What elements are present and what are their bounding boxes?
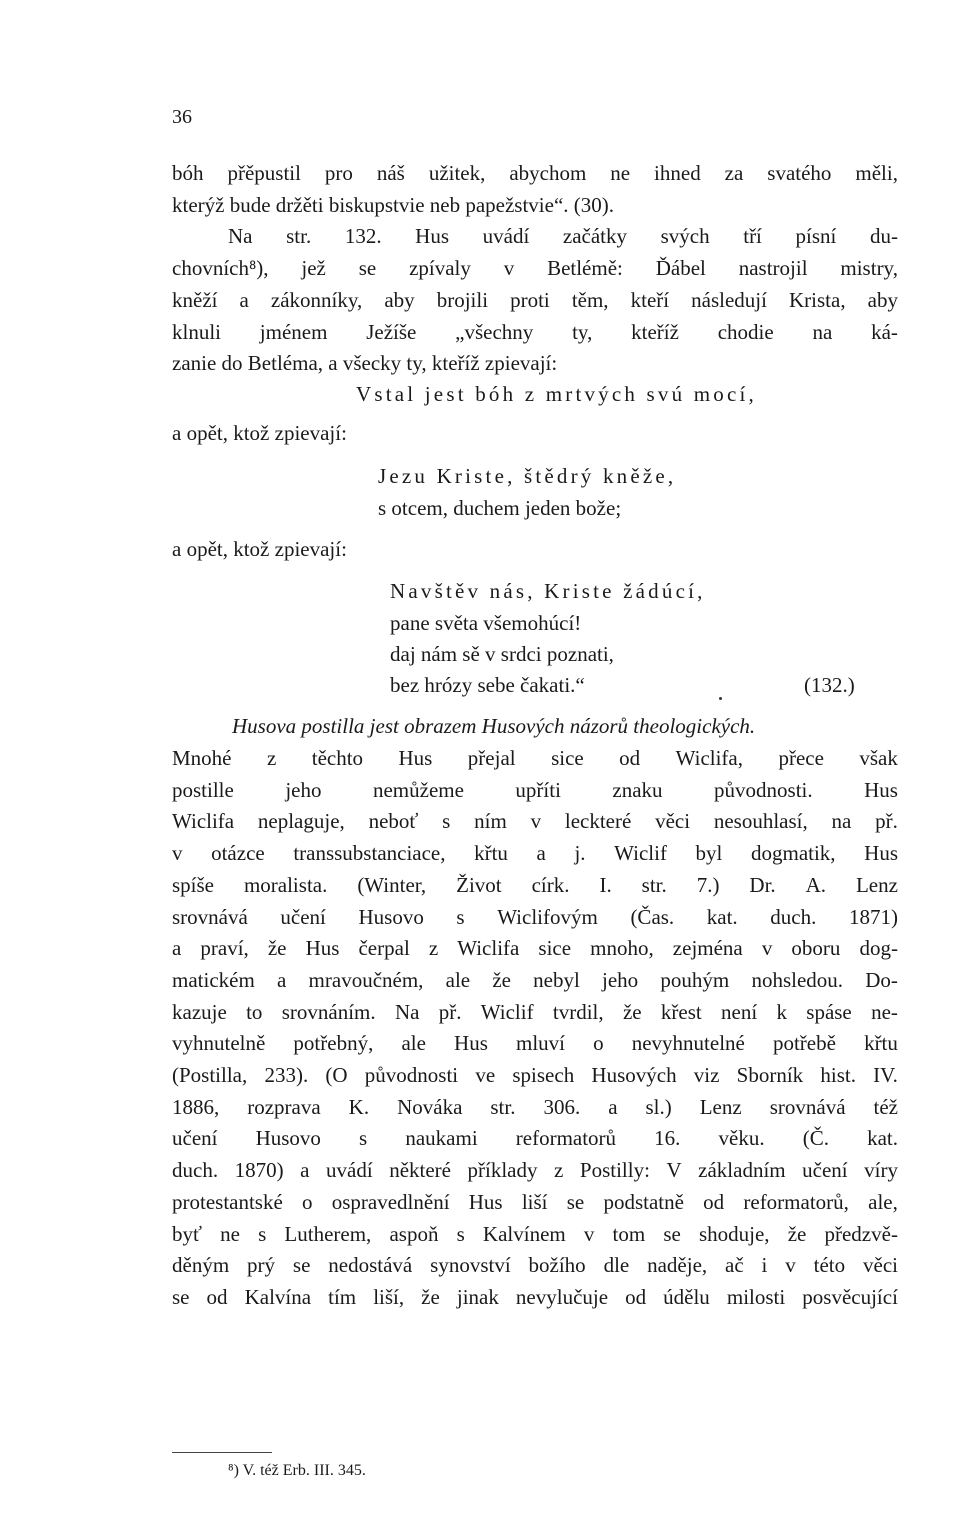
verse-3-line-1: Navštěv nás, Kriste žádúcí, (390, 579, 706, 603)
text-line: matickém a mravoučném, ale že nebyl jeho pouhým nohsledou. Do- (172, 967, 898, 992)
text-line: srovnává učení Husovo s Wiclifovým (Čas. kat. duch. 1871) (172, 904, 898, 929)
footnote-rule (172, 1452, 272, 1453)
text-line: kterýž bude držěti biskupstvie neb papežstvie“. (30). (172, 192, 615, 217)
verse-2-line-2: s otcem, duchem jeden bože; (378, 496, 622, 520)
verse-1-line: Vstal jest bóh z mrtvých svú mocí, (356, 382, 758, 406)
page-number: 36 (172, 106, 192, 128)
text-line: klnuli jménem Ježíše „všechny ty, kteříž chodie na ká- (172, 319, 898, 344)
text-line: v otázce transsubstanciace, křtu a j. Wiclif byl dogmatik, Hus (172, 841, 898, 866)
verse-3-line-4: bez hrózy sebe čakati.“ (390, 673, 585, 697)
text-line: Na str. 132. Hus uvádí začátky svých tří písní du- (228, 224, 898, 249)
footnote: ⁸) V. též Erb. III. 345. (228, 1462, 366, 1479)
verse-intro-2: a opět, ktož zpievají: (172, 421, 347, 445)
text-line: a praví, že Hus čerpal z Wiclifa sice mnoho, zejména v oboru dog- (172, 936, 898, 961)
text-line: 1886, rozprava K. Nováka str. 306. a sl.) Lenz srovnává též (172, 1094, 898, 1119)
paragraph-2-heading: Husova postilla jest obrazem Husových názorů theologických. (232, 714, 756, 738)
text-line: kněží a zákonníky, aby brojili proti těm, kteří následují Krista, aby (172, 287, 898, 312)
text-line: duch. 1870) a uvádí některé příklady z Postilly: V základním učení víry (172, 1158, 898, 1183)
text-line: se od Kalvína tím liší, že jinak nevylučuje od údělu milosti posvěcující (172, 1284, 898, 1309)
text-line: spíše moralista. (Winter, Život círk. I. str. 7.) Dr. A. Lenz (172, 872, 898, 897)
text-line: bóh přěpustil pro náš užitek, abychom ne ihned za svatého měli, (172, 161, 898, 185)
text-line: Wiclifa neplaguje, neboť s ním v leckteré věci nesouhlasí, na př. (172, 809, 898, 834)
text-line: (Postilla, 233). (O původnosti ve spisech Husových viz Sborník hist. IV. (172, 1063, 898, 1087)
text-line: učení Husovo s naukami reformatorů 16. věku. (Č. kat. (172, 1126, 898, 1151)
verse-3-line-2: pane světa všemohúcí! (390, 611, 582, 635)
printing-speck (719, 697, 722, 700)
text-line: chovních⁸), jež se zpívaly v Betlémě: Ďábel nastrojil mistry, (172, 256, 898, 281)
text-line: kazuje to srovnáním. Na př. Wiclif tvrdil, že křest není k spáse ne- (172, 999, 898, 1024)
text-line: protestantské o ospravedlnění Hus liší se podstatně od reformatorů, ale, (172, 1189, 898, 1214)
text-line: byť ne s Lutherem, aspoň s Kalvínem v tom se shoduje, že předzvě- (172, 1221, 898, 1246)
text-line: vyhnutelně potřebný, ale Hus mluví o nevyhnutelné potřebě křtu (172, 1031, 898, 1056)
text-line: zanie do Betléma, a všecky ty, kteříž zpievají: (172, 351, 558, 376)
text-line: Mnohé z těchto Hus přejal sice od Wiclifa, přece však (172, 746, 898, 770)
text-line: postille jeho nemůžeme upříti znaku původnosti. Hus (172, 777, 898, 802)
verse-3-reference: (132.) (804, 673, 855, 697)
text-line: děným prý se nedostává synovství božího dle naděje, ač i v této věci (172, 1253, 898, 1278)
verse-intro-3: a opět, ktož zpievají: (172, 537, 347, 561)
verse-3-line-3: daj nám sě v srdci poznati, (390, 642, 614, 666)
verse-2-line-1: Jezu Kriste, štědrý kněže, (378, 464, 677, 488)
